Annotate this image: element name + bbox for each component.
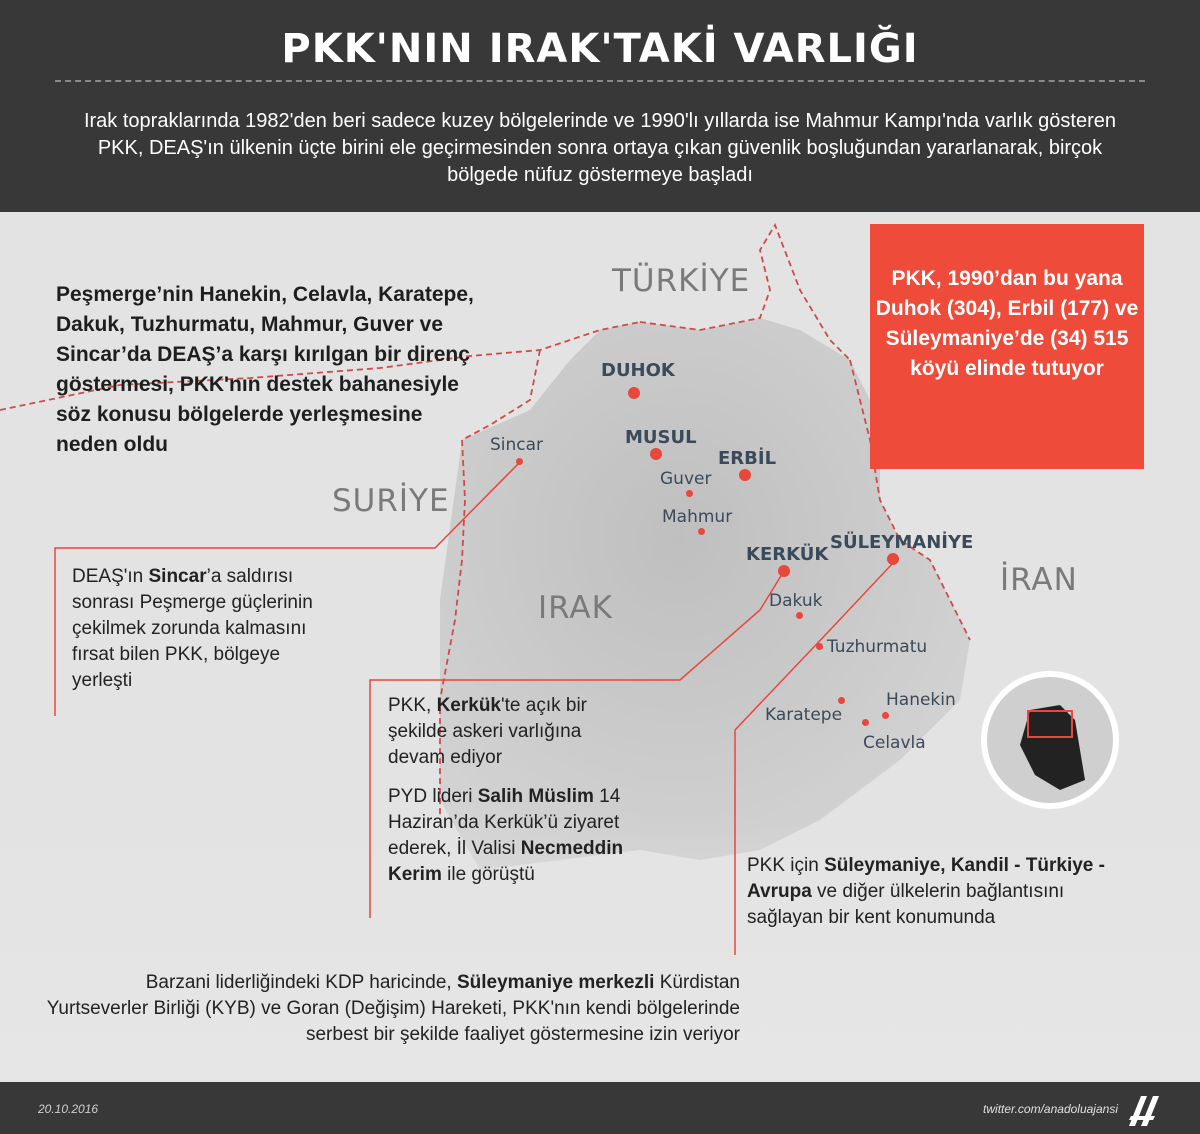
city-marker-erbil [739, 469, 751, 481]
city-marker-musul [650, 448, 662, 460]
locator-map [984, 674, 1116, 806]
note-pyd: PYD lideri Salih Müslim 14 Haziran’da Kerkük’ü ziyaret ederek, İl Valisi Necmeddin Kerim ile görüştü [388, 786, 624, 885]
town-label-karatepe: Karatepe [765, 705, 843, 725]
page-title: PKK'NIN IRAK'TAKİ VARLIĞI [281, 26, 919, 72]
country-label-iraq: IRAK [538, 590, 613, 626]
twitter-link[interactable]: twitter.com/anadoluajansi [983, 1102, 1118, 1116]
city-label-musul: MUSUL [625, 427, 697, 448]
country-label-syria: SURİYE [332, 483, 450, 519]
city-label-erbil: ERBİL [718, 448, 777, 469]
town-label-hanekin: Hanekin [886, 690, 956, 710]
town-label-dakuk: Dakuk [769, 591, 823, 611]
highlight-text: PKK, 1990’dan bu yana Duhok (304), Erbil (177) ve Süleymaniye’de (34) 515 köyü elinde tutuyor [875, 267, 1139, 380]
town-label-celavla: Celavla [863, 733, 926, 753]
city-label-suleymaniye: SÜLEYMANİYE [830, 532, 974, 553]
intro-text: Irak topraklarında 1982'den beri sadece kuzey bölgelerinde ve 1990'lı yıllarda ise Mahmur Kampı'nda varlık gösteren PKK, DEAŞ'ın ülkenin üçte birini ele geçirmesinden sonra ortaya çıkan güvenlik boşluğundan yararlanarak, birçok bölgede nüfuz göstermeye başladı [83, 110, 1117, 186]
city-label-kerkuk: KERKÜK [746, 544, 829, 565]
note-barzani: Barzani liderliğindeki KDP haricinde, Süleymaniye merkezli Kürdistan Yurtseverler Birliği (KYB) ve Goran (Değişim) Hareketi, PKK'nın kendi bölgelerinde serbest bir şekilde faaliyet göstermesine izin veriyor [46, 972, 740, 1045]
city-marker-suleymaniye [887, 553, 899, 565]
date-label: 20.10.2016 [38, 1102, 99, 1116]
town-marker-celavla [862, 719, 869, 726]
town-marker-tuzhurmatu [816, 643, 823, 650]
anadolu-logo-icon [1125, 1090, 1165, 1128]
town-marker-karatepe [838, 697, 845, 704]
note-suleymaniye: PKK için Süleymaniye, Kandil - Türkiye - Avrupa ve diğer ülkelerin bağlantısını sağlayan bir kent konumunda [747, 855, 1105, 928]
city-marker-duhok [628, 387, 640, 399]
footer-bar [0, 1082, 1200, 1134]
town-label-tuzhurmatu: Tuzhurmatu [827, 637, 928, 657]
town-marker-guver [686, 490, 693, 497]
town-label-sincar: Sincar [490, 435, 544, 455]
town-marker-hanekin [882, 712, 889, 719]
town-label-guver: Guver [660, 469, 712, 489]
town-marker-dakuk [796, 612, 803, 619]
country-label-iran: İRAN [1000, 562, 1078, 598]
highlight-box [870, 224, 1144, 469]
town-marker-sincar [516, 458, 523, 465]
town-marker-mahmur [698, 528, 705, 535]
city-label-duhok: DUHOK [601, 360, 675, 381]
town-label-mahmur: Mahmur [662, 507, 733, 527]
city-marker-kerkuk [778, 565, 790, 577]
left-statement: Peşmerge’nin Hanekin, Celavla, Karatepe, Dakuk, Tuzhurmatu, Mahmur, Guver ve Sincar’da DEAŞ’a karşı kırılgan bir direnç göstermesi, PKK'nın destek bahanesiyle söz konusu bölgelerde yerleşmesine neden oldu [56, 283, 474, 456]
note-kerkuk: PKK, Kerkük'te açık bir şekilde askeri varlığına devam ediyor [388, 695, 587, 768]
country-label-turkey: TÜRKİYE [612, 263, 751, 299]
note-sincar: DEAŞ'ın Sincar’a saldırısı sonrası Peşmerge güçlerinin çekilmek zorunda kalmasını fırsat bilen PKK, bölgeye yerleşti [72, 566, 313, 691]
